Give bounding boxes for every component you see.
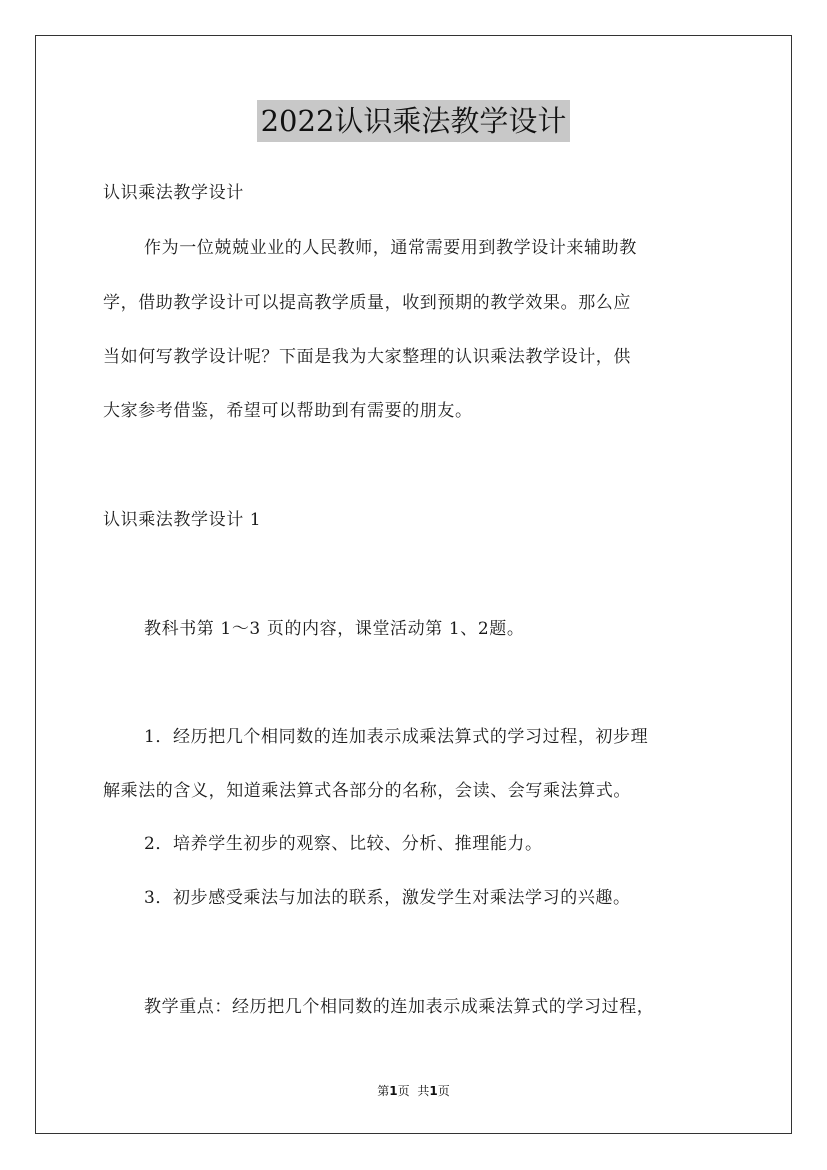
footer-total-prefix: 共 [417, 1084, 430, 1098]
paragraph-line: 2．培养学生初步的观察、比较、分析、推理能力。 [144, 834, 543, 854]
paragraph-line: 解乘法的含义，知道乘法算式各部分的名称，会读、会写乘法算式。 [103, 781, 631, 801]
footer-page-number: 1 [389, 1084, 398, 1098]
paragraph-line: 当如何写教学设计呢？下面是我为大家整理的认识乘法教学设计，供 [103, 347, 631, 367]
footer-total-number: 1 [429, 1084, 438, 1098]
paragraph-line: 教学重点：经历把几个相同数的连加表示成乘法算式的学习过程， [144, 997, 655, 1017]
document-title: 2022认识乘法教学设计 [257, 100, 571, 142]
paragraph-line: 作为一位兢兢业业的人民教师，通常需要用到教学设计来辅助教 [144, 238, 637, 258]
section-heading: 认识乘法教学设计 [103, 183, 244, 203]
page-footer [0, 1083, 827, 1099]
paragraph-line: 3．初步感受乘法与加法的联系，激发学生对乘法学习的兴趣。 [144, 888, 631, 908]
paragraph-line: 大家参考借鉴，希望可以帮助到有需要的朋友。 [103, 401, 473, 421]
footer-page-prefix: 第 [377, 1084, 390, 1098]
paragraph-line: 学，借助教学设计可以提高教学质量，收到预期的教学效果。那么应 [103, 293, 631, 313]
title-container [0, 100, 827, 142]
footer-total-suffix: 页 [437, 1084, 450, 1098]
paragraph-line: 1．经历把几个相同数的连加表示成乘法算式的学习过程，初步理 [144, 727, 649, 747]
footer-page-suffix: 页 [397, 1084, 410, 1098]
section-heading: 认识乘法教学设计 1 [103, 510, 262, 530]
paragraph-line: 教科书第 1～3 页的内容，课堂活动第 1、2题。 [144, 619, 525, 639]
